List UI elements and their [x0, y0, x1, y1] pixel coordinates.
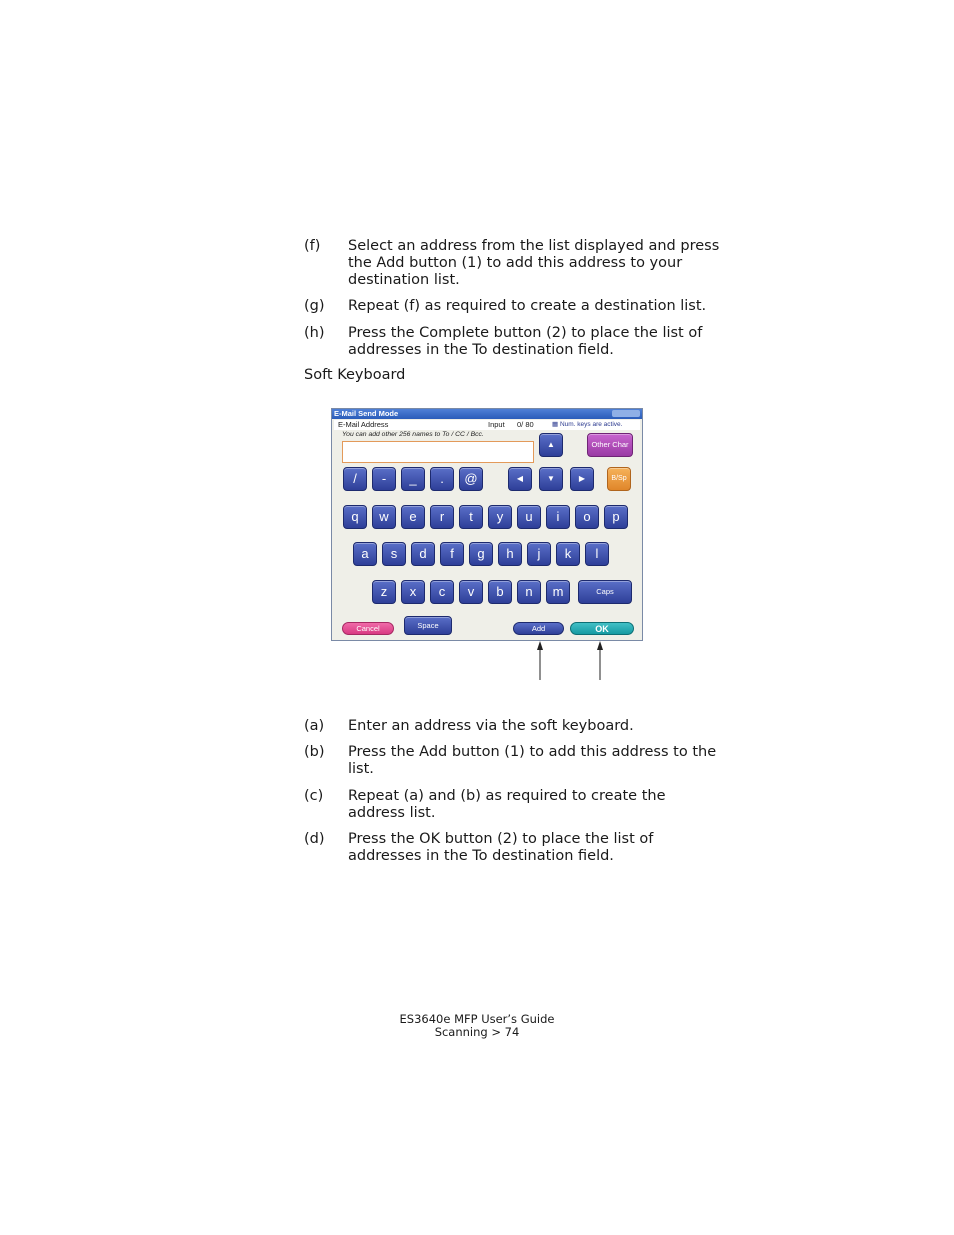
input-label: Input — [488, 420, 505, 429]
key-p[interactable]: p — [604, 505, 628, 529]
soft-keyboard-panel — [331, 408, 643, 641]
num-keys-note: ▦ Num. keys are active. — [552, 421, 623, 428]
key-v[interactable]: v — [459, 580, 483, 604]
hint-text: You can add other 256 names to To / CC / Bcc. — [342, 431, 484, 438]
section-heading: Soft Keyboard — [304, 367, 406, 383]
down-key[interactable]: ▼ — [539, 467, 563, 491]
key-k[interactable]: k — [556, 542, 580, 566]
step-label: (c) — [304, 788, 324, 804]
key-q[interactable]: q — [343, 505, 367, 529]
step-text: Press the Add button (1) to add this address to the list. — [348, 744, 717, 777]
key-w[interactable]: w — [372, 505, 396, 529]
key-m[interactable]: m — [546, 580, 570, 604]
key-t[interactable]: t — [459, 505, 483, 529]
key-underscore[interactable]: _ — [401, 467, 425, 491]
key-c[interactable]: c — [430, 580, 454, 604]
key-period[interactable]: . — [430, 467, 454, 491]
backspace-key[interactable]: B/Sp — [607, 467, 631, 491]
ok-arrow-icon — [597, 641, 603, 680]
key-n[interactable]: n — [517, 580, 541, 604]
key-r[interactable]: r — [430, 505, 454, 529]
add-arrow-icon — [537, 641, 543, 680]
add-button[interactable]: Add — [513, 622, 564, 635]
window-title: E-Mail Send Mode — [334, 409, 399, 418]
step-label: (h) — [304, 325, 325, 341]
step-label: (b) — [304, 744, 325, 760]
step-text: Enter an address via the soft keyboard. — [348, 718, 634, 734]
num-keys-note-text: Num. keys are active. — [559, 421, 623, 428]
space-key[interactable]: Space — [404, 616, 452, 635]
key-l[interactable]: l — [585, 542, 609, 566]
key-g[interactable]: g — [469, 542, 493, 566]
step-label: (f) — [304, 238, 321, 254]
key-b[interactable]: b — [488, 580, 512, 604]
step-label: (a) — [304, 718, 325, 734]
cancel-button[interactable]: Cancel — [342, 622, 394, 635]
left-key[interactable]: ◀ — [508, 467, 532, 491]
key-slash[interactable]: / — [343, 467, 367, 491]
step-text: Press the Complete button (2) to place the list of addresses in the To destination field. — [348, 325, 703, 358]
key-z[interactable]: z — [372, 580, 396, 604]
input-count: 0/ 80 — [517, 420, 534, 429]
caps-key[interactable]: Caps — [578, 580, 632, 604]
key-s[interactable]: s — [382, 542, 406, 566]
right-key[interactable]: ▶ — [570, 467, 594, 491]
key-i[interactable]: i — [546, 505, 570, 529]
step-text: Press the OK button (2) to place the list of addresses in the To destination field. — [348, 831, 654, 864]
key-u[interactable]: u — [517, 505, 541, 529]
key-x[interactable]: x — [401, 580, 425, 604]
key-f[interactable]: f — [440, 542, 464, 566]
address-input[interactable] — [342, 441, 534, 463]
field-label: E-Mail Address — [338, 420, 389, 429]
footer-title: ES3640e MFP User’s Guide — [399, 1012, 555, 1026]
key-a[interactable]: a — [353, 542, 377, 566]
footer-page: Scanning > 74 — [434, 1025, 520, 1039]
key-d[interactable]: d — [411, 542, 435, 566]
key-hyphen[interactable]: - — [372, 467, 396, 491]
key-h[interactable]: h — [498, 542, 522, 566]
window-titlebar — [332, 409, 642, 419]
key-y[interactable]: y — [488, 505, 512, 529]
step-label: (g) — [304, 298, 325, 314]
step-text: Repeat (a) and (b) as required to create the address list. — [348, 788, 666, 821]
key-j[interactable]: j — [527, 542, 551, 566]
step-text: Repeat (f) as required to create a destination list. — [348, 298, 707, 314]
ok-button[interactable]: OK — [570, 622, 634, 635]
window-controls — [612, 410, 640, 417]
key-o[interactable]: o — [575, 505, 599, 529]
up-key[interactable]: ▲ — [539, 433, 563, 457]
key-at[interactable]: @ — [459, 467, 483, 491]
step-label: (d) — [304, 831, 325, 847]
step-text: Select an address from the list displayed and press the Add button (1) to add this address to your destination list. — [348, 238, 720, 288]
key-e[interactable]: e — [401, 505, 425, 529]
other-char-button[interactable]: Other Char — [587, 433, 633, 457]
callout-arrows — [530, 640, 610, 682]
field-header — [334, 420, 640, 430]
